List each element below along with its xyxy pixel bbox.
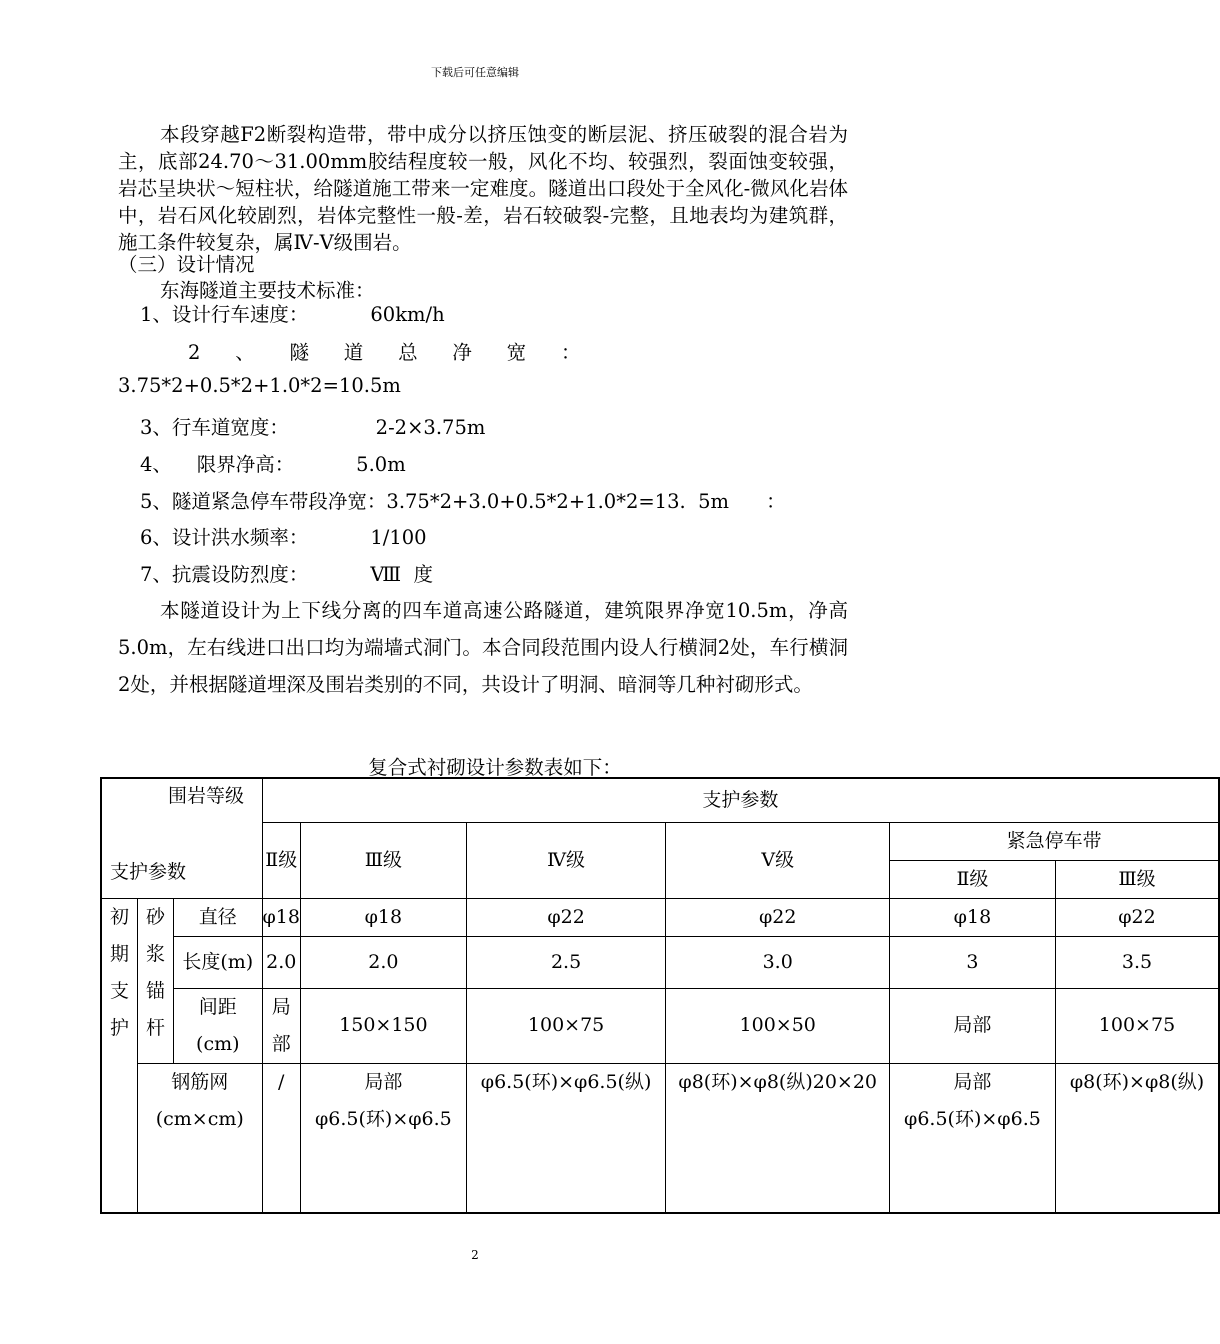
standard-item-1: 1、设计行车速度： 60km/h — [140, 303, 445, 326]
standard-item-7: 7、抗震设防烈度： Ⅷ 度 — [140, 563, 434, 586]
row-label-mesh: 钢筋网(cm×cm) — [138, 1063, 262, 1213]
standards-title: 东海隧道主要技术标准： — [160, 279, 375, 302]
table-cell: 2.0 — [300, 936, 466, 988]
design-paragraph: 本隧道设计为上下线分离的四车道高速公路隧道，建筑限界净宽10.5m，净高5.0m，左右线进口出口均为端墙式洞门。本合同段范围内设人行横洞2处，车行横洞2处，并根据隧道埋深及围岩类别的不同，共设计了明洞、暗洞等几种衬砌形式。 — [118, 599, 848, 696]
initial-support-cell: 初期支护 — [101, 898, 138, 1213]
row-label-length: 长度(m) — [174, 936, 262, 988]
table-cell: 局部 — [262, 988, 300, 1063]
section-title: （三）设计情况 — [118, 253, 255, 276]
table-cell: 3.5 — [1055, 936, 1219, 988]
page-header: 下载后可任意编辑 — [431, 66, 519, 79]
table-cell: 100×75 — [466, 988, 666, 1063]
table-cell: 3 — [890, 936, 1056, 988]
emergency-grade-header: Ⅱ级 — [890, 860, 1056, 898]
standard-item-5: 5、隧道紧急停车带段净宽：3.75*2+3.0+0.5*2+1.0*2=13. 5m ： — [140, 490, 786, 513]
emergency-header: 紧急停车带 — [890, 822, 1220, 860]
corner-top-label: 围岩等级 — [168, 785, 245, 807]
table-cell: 100×75 — [1055, 988, 1219, 1063]
table-cell: 局部 — [890, 988, 1056, 1063]
page-number: 2 — [471, 1248, 479, 1262]
table-cell: 100×50 — [666, 988, 890, 1063]
table-cell: φ22 — [1055, 898, 1219, 936]
table-cell: 2.5 — [466, 936, 666, 988]
lining-parameter-table — [100, 777, 1220, 1214]
standard-item-4: 4、 限界净高： 5.0m — [140, 453, 406, 476]
standard-item-2-value: 3.75*2+0.5*2+1.0*2=10.5m — [118, 374, 401, 397]
mortar-bolt-cell: 砂浆锚杆 — [138, 898, 174, 1063]
standard-item-3: 3、行车道宽度： 2-2×3.75m — [140, 416, 486, 439]
table-caption: 复合式衬砌设计参数表如下： — [368, 756, 622, 779]
emergency-grade-header: Ⅲ级 — [1055, 860, 1219, 898]
table-corner-cell — [101, 778, 262, 898]
table-cell: φ8(环)×φ8(纵)20×20 — [666, 1063, 890, 1213]
grade-header: Ⅲ级 — [300, 822, 466, 898]
table-cell: 局部φ6.5(环)×φ6.5 — [890, 1063, 1056, 1213]
row-label-spacing: 间距(cm) — [174, 988, 262, 1063]
grade-header: Ⅴ级 — [666, 822, 890, 898]
corner-bottom-label: 支护参数 — [110, 861, 187, 883]
table-cell: 局部φ6.5(环)×φ6.5 — [300, 1063, 466, 1213]
grade-header: Ⅳ级 — [466, 822, 666, 898]
standard-item-6: 6、设计洪水频率： 1/100 — [140, 526, 427, 549]
support-params-header: 支护参数 — [262, 778, 1219, 822]
table-cell: 2.0 — [262, 936, 300, 988]
standard-item-2-prefix: 2 、 隧 道 总 净 宽 ： — [188, 341, 583, 364]
table-cell: φ6.5(环)×φ6.5(纵) — [466, 1063, 666, 1213]
table-cell: φ22 — [666, 898, 890, 936]
table-cell: φ8(环)×φ8(纵) — [1055, 1063, 1219, 1213]
intro-paragraph: 本段穿越F2断裂构造带，带中成分以挤压蚀变的断层泥、挤压破裂的混合岩为主，底部24.70～31.00mm胶结程度较一般，风化不均、较强烈，裂面蚀变较强，岩芯呈块状～短柱状，给隧道施工带来一定难度。隧道出口段处于全风化-微风化岩体中，岩石风化较剧烈，岩体完整性一般-差，岩石较破裂-完整，且地表均为建筑群，施工条件较复杂，属Ⅳ-Ⅴ级围岩。 — [118, 123, 848, 254]
grade-header: Ⅱ级 — [262, 822, 300, 898]
table-cell: φ18 — [262, 898, 300, 936]
table-cell: φ22 — [466, 898, 666, 936]
table-cell: φ18 — [300, 898, 466, 936]
row-label-diameter: 直径 — [174, 898, 262, 936]
table-cell: 3.0 — [666, 936, 890, 988]
table-cell: / — [262, 1063, 300, 1213]
table-cell: φ18 — [890, 898, 1056, 936]
table-cell: 150×150 — [300, 988, 466, 1063]
